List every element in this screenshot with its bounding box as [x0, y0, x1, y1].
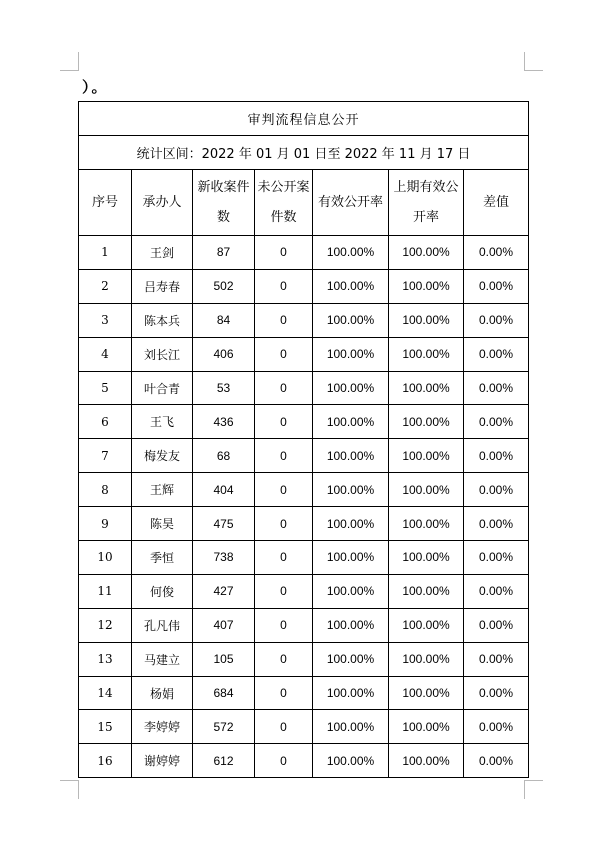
table-row: [79, 507, 529, 541]
table-row: [79, 744, 529, 778]
cell-handler: 梅发友: [132, 439, 193, 473]
cell-effective-rate: 100.00%: [313, 574, 389, 608]
header-unpublished-cases: 未公开案件数: [255, 170, 313, 236]
cell-difference: 0.00%: [464, 608, 529, 642]
table-row: [79, 541, 529, 575]
table-row: [79, 608, 529, 642]
cell-handler: 马建立: [132, 642, 193, 676]
cell-new-cases: 84: [193, 303, 255, 337]
cell-difference: 0.00%: [464, 710, 529, 744]
cell-effective-rate: 100.00%: [313, 303, 389, 337]
cell-seq: 16: [79, 744, 132, 778]
header-seq: 序号: [79, 170, 132, 236]
cell-previous-rate: 100.00%: [389, 473, 464, 507]
table-row: [79, 371, 529, 405]
cell-seq: 9: [79, 507, 132, 541]
cell-unpublished-cases: 0: [255, 269, 313, 303]
cell-difference: 0.00%: [464, 473, 529, 507]
cell-unpublished-cases: 0: [255, 439, 313, 473]
cell-seq: 15: [79, 710, 132, 744]
cell-unpublished-cases: 0: [255, 676, 313, 710]
header-effective-rate: 有效公开率: [313, 170, 389, 236]
cell-handler: 吕寿春: [132, 269, 193, 303]
cell-seq: 12: [79, 608, 132, 642]
cell-handler: 王飞: [132, 405, 193, 439]
cell-handler: 何俊: [132, 574, 193, 608]
cell-handler: 杨娟: [132, 676, 193, 710]
cell-new-cases: 475: [193, 507, 255, 541]
cell-previous-rate: 100.00%: [389, 541, 464, 575]
cell-unpublished-cases: 0: [255, 744, 313, 778]
cell-handler: 陈本兵: [132, 303, 193, 337]
cell-previous-rate: 100.00%: [389, 507, 464, 541]
cell-effective-rate: 100.00%: [313, 473, 389, 507]
cell-new-cases: 404: [193, 473, 255, 507]
cell-unpublished-cases: 0: [255, 608, 313, 642]
cell-difference: 0.00%: [464, 337, 529, 371]
cell-difference: 0.00%: [464, 236, 529, 270]
table-row: [79, 236, 529, 270]
cell-previous-rate: 100.00%: [389, 439, 464, 473]
cell-previous-rate: 100.00%: [389, 608, 464, 642]
cell-previous-rate: 100.00%: [389, 303, 464, 337]
cell-previous-rate: 100.00%: [389, 269, 464, 303]
cell-unpublished-cases: 0: [255, 507, 313, 541]
table-row: [79, 473, 529, 507]
cell-seq: 1: [79, 236, 132, 270]
table-row: [79, 574, 529, 608]
leading-text: ）。: [82, 78, 109, 96]
cell-handler: 陈昊: [132, 507, 193, 541]
trial-process-table: [78, 101, 529, 778]
table-row: [79, 710, 529, 744]
cell-effective-rate: 100.00%: [313, 269, 389, 303]
page-margin-mark-top-right: [524, 52, 543, 71]
header-difference: 差值: [464, 170, 529, 236]
table-row: [79, 303, 529, 337]
cell-difference: 0.00%: [464, 676, 529, 710]
cell-unpublished-cases: 0: [255, 710, 313, 744]
table-title: 审判流程信息公开: [79, 102, 529, 136]
cell-effective-rate: 100.00%: [313, 541, 389, 575]
cell-effective-rate: 100.00%: [313, 405, 389, 439]
cell-seq: 4: [79, 337, 132, 371]
page-margin-mark-bottom-left: [60, 780, 79, 799]
cell-difference: 0.00%: [464, 744, 529, 778]
cell-effective-rate: 100.00%: [313, 676, 389, 710]
cell-difference: 0.00%: [464, 405, 529, 439]
page-margin-mark-top-left: [60, 52, 79, 71]
cell-difference: 0.00%: [464, 269, 529, 303]
page-margin-mark-bottom-right: [524, 780, 543, 799]
cell-difference: 0.00%: [464, 303, 529, 337]
cell-difference: 0.00%: [464, 541, 529, 575]
cell-handler: 王剑: [132, 236, 193, 270]
table-row: [79, 676, 529, 710]
cell-effective-rate: 100.00%: [313, 371, 389, 405]
cell-unpublished-cases: 0: [255, 541, 313, 575]
cell-seq: 14: [79, 676, 132, 710]
cell-previous-rate: 100.00%: [389, 236, 464, 270]
cell-unpublished-cases: 0: [255, 574, 313, 608]
cell-new-cases: 427: [193, 574, 255, 608]
cell-difference: 0.00%: [464, 439, 529, 473]
cell-new-cases: 406: [193, 337, 255, 371]
cell-previous-rate: 100.00%: [389, 337, 464, 371]
cell-seq: 6: [79, 405, 132, 439]
cell-new-cases: 105: [193, 642, 255, 676]
cell-effective-rate: 100.00%: [313, 710, 389, 744]
table-row: [79, 337, 529, 371]
cell-effective-rate: 100.00%: [313, 439, 389, 473]
cell-seq: 13: [79, 642, 132, 676]
cell-handler: 刘长江: [132, 337, 193, 371]
cell-previous-rate: 100.00%: [389, 642, 464, 676]
cell-unpublished-cases: 0: [255, 405, 313, 439]
cell-seq: 11: [79, 574, 132, 608]
cell-effective-rate: 100.00%: [313, 507, 389, 541]
cell-unpublished-cases: 0: [255, 337, 313, 371]
cell-handler: 季恒: [132, 541, 193, 575]
cell-new-cases: 407: [193, 608, 255, 642]
cell-unpublished-cases: 0: [255, 473, 313, 507]
cell-seq: 3: [79, 303, 132, 337]
cell-previous-rate: 100.00%: [389, 710, 464, 744]
cell-difference: 0.00%: [464, 574, 529, 608]
cell-unpublished-cases: 0: [255, 303, 313, 337]
header-new-cases: 新收案件数: [193, 170, 255, 236]
table-row: [79, 405, 529, 439]
cell-difference: 0.00%: [464, 371, 529, 405]
cell-unpublished-cases: 0: [255, 236, 313, 270]
cell-difference: 0.00%: [464, 642, 529, 676]
cell-new-cases: 436: [193, 405, 255, 439]
cell-seq: 10: [79, 541, 132, 575]
cell-new-cases: 53: [193, 371, 255, 405]
cell-previous-rate: 100.00%: [389, 744, 464, 778]
statistics-period: 统计区间：2022 年 01 月 01 日至 2022 年 11 月 17 日: [79, 136, 529, 170]
cell-handler: 王辉: [132, 473, 193, 507]
cell-effective-rate: 100.00%: [313, 608, 389, 642]
cell-seq: 8: [79, 473, 132, 507]
table-header-row: [79, 170, 529, 236]
cell-previous-rate: 100.00%: [389, 371, 464, 405]
cell-new-cases: 572: [193, 710, 255, 744]
cell-effective-rate: 100.00%: [313, 744, 389, 778]
header-previous-rate: 上期有效公开率: [389, 170, 464, 236]
table-row: [79, 439, 529, 473]
cell-seq: 5: [79, 371, 132, 405]
cell-seq: 2: [79, 269, 132, 303]
table-row: [79, 642, 529, 676]
cell-new-cases: 87: [193, 236, 255, 270]
cell-seq: 7: [79, 439, 132, 473]
cell-handler: 李婷婷: [132, 710, 193, 744]
table-row: [79, 269, 529, 303]
cell-handler: 孔凡伟: [132, 608, 193, 642]
cell-handler: 叶合青: [132, 371, 193, 405]
cell-difference: 0.00%: [464, 507, 529, 541]
cell-new-cases: 684: [193, 676, 255, 710]
cell-previous-rate: 100.00%: [389, 676, 464, 710]
cell-effective-rate: 100.00%: [313, 337, 389, 371]
cell-unpublished-cases: 0: [255, 642, 313, 676]
header-handler: 承办人: [132, 170, 193, 236]
cell-unpublished-cases: 0: [255, 371, 313, 405]
cell-effective-rate: 100.00%: [313, 642, 389, 676]
cell-effective-rate: 100.00%: [313, 236, 389, 270]
cell-previous-rate: 100.00%: [389, 574, 464, 608]
cell-previous-rate: 100.00%: [389, 405, 464, 439]
cell-new-cases: 68: [193, 439, 255, 473]
cell-new-cases: 612: [193, 744, 255, 778]
cell-handler: 谢婷婷: [132, 744, 193, 778]
cell-new-cases: 502: [193, 269, 255, 303]
cell-new-cases: 738: [193, 541, 255, 575]
